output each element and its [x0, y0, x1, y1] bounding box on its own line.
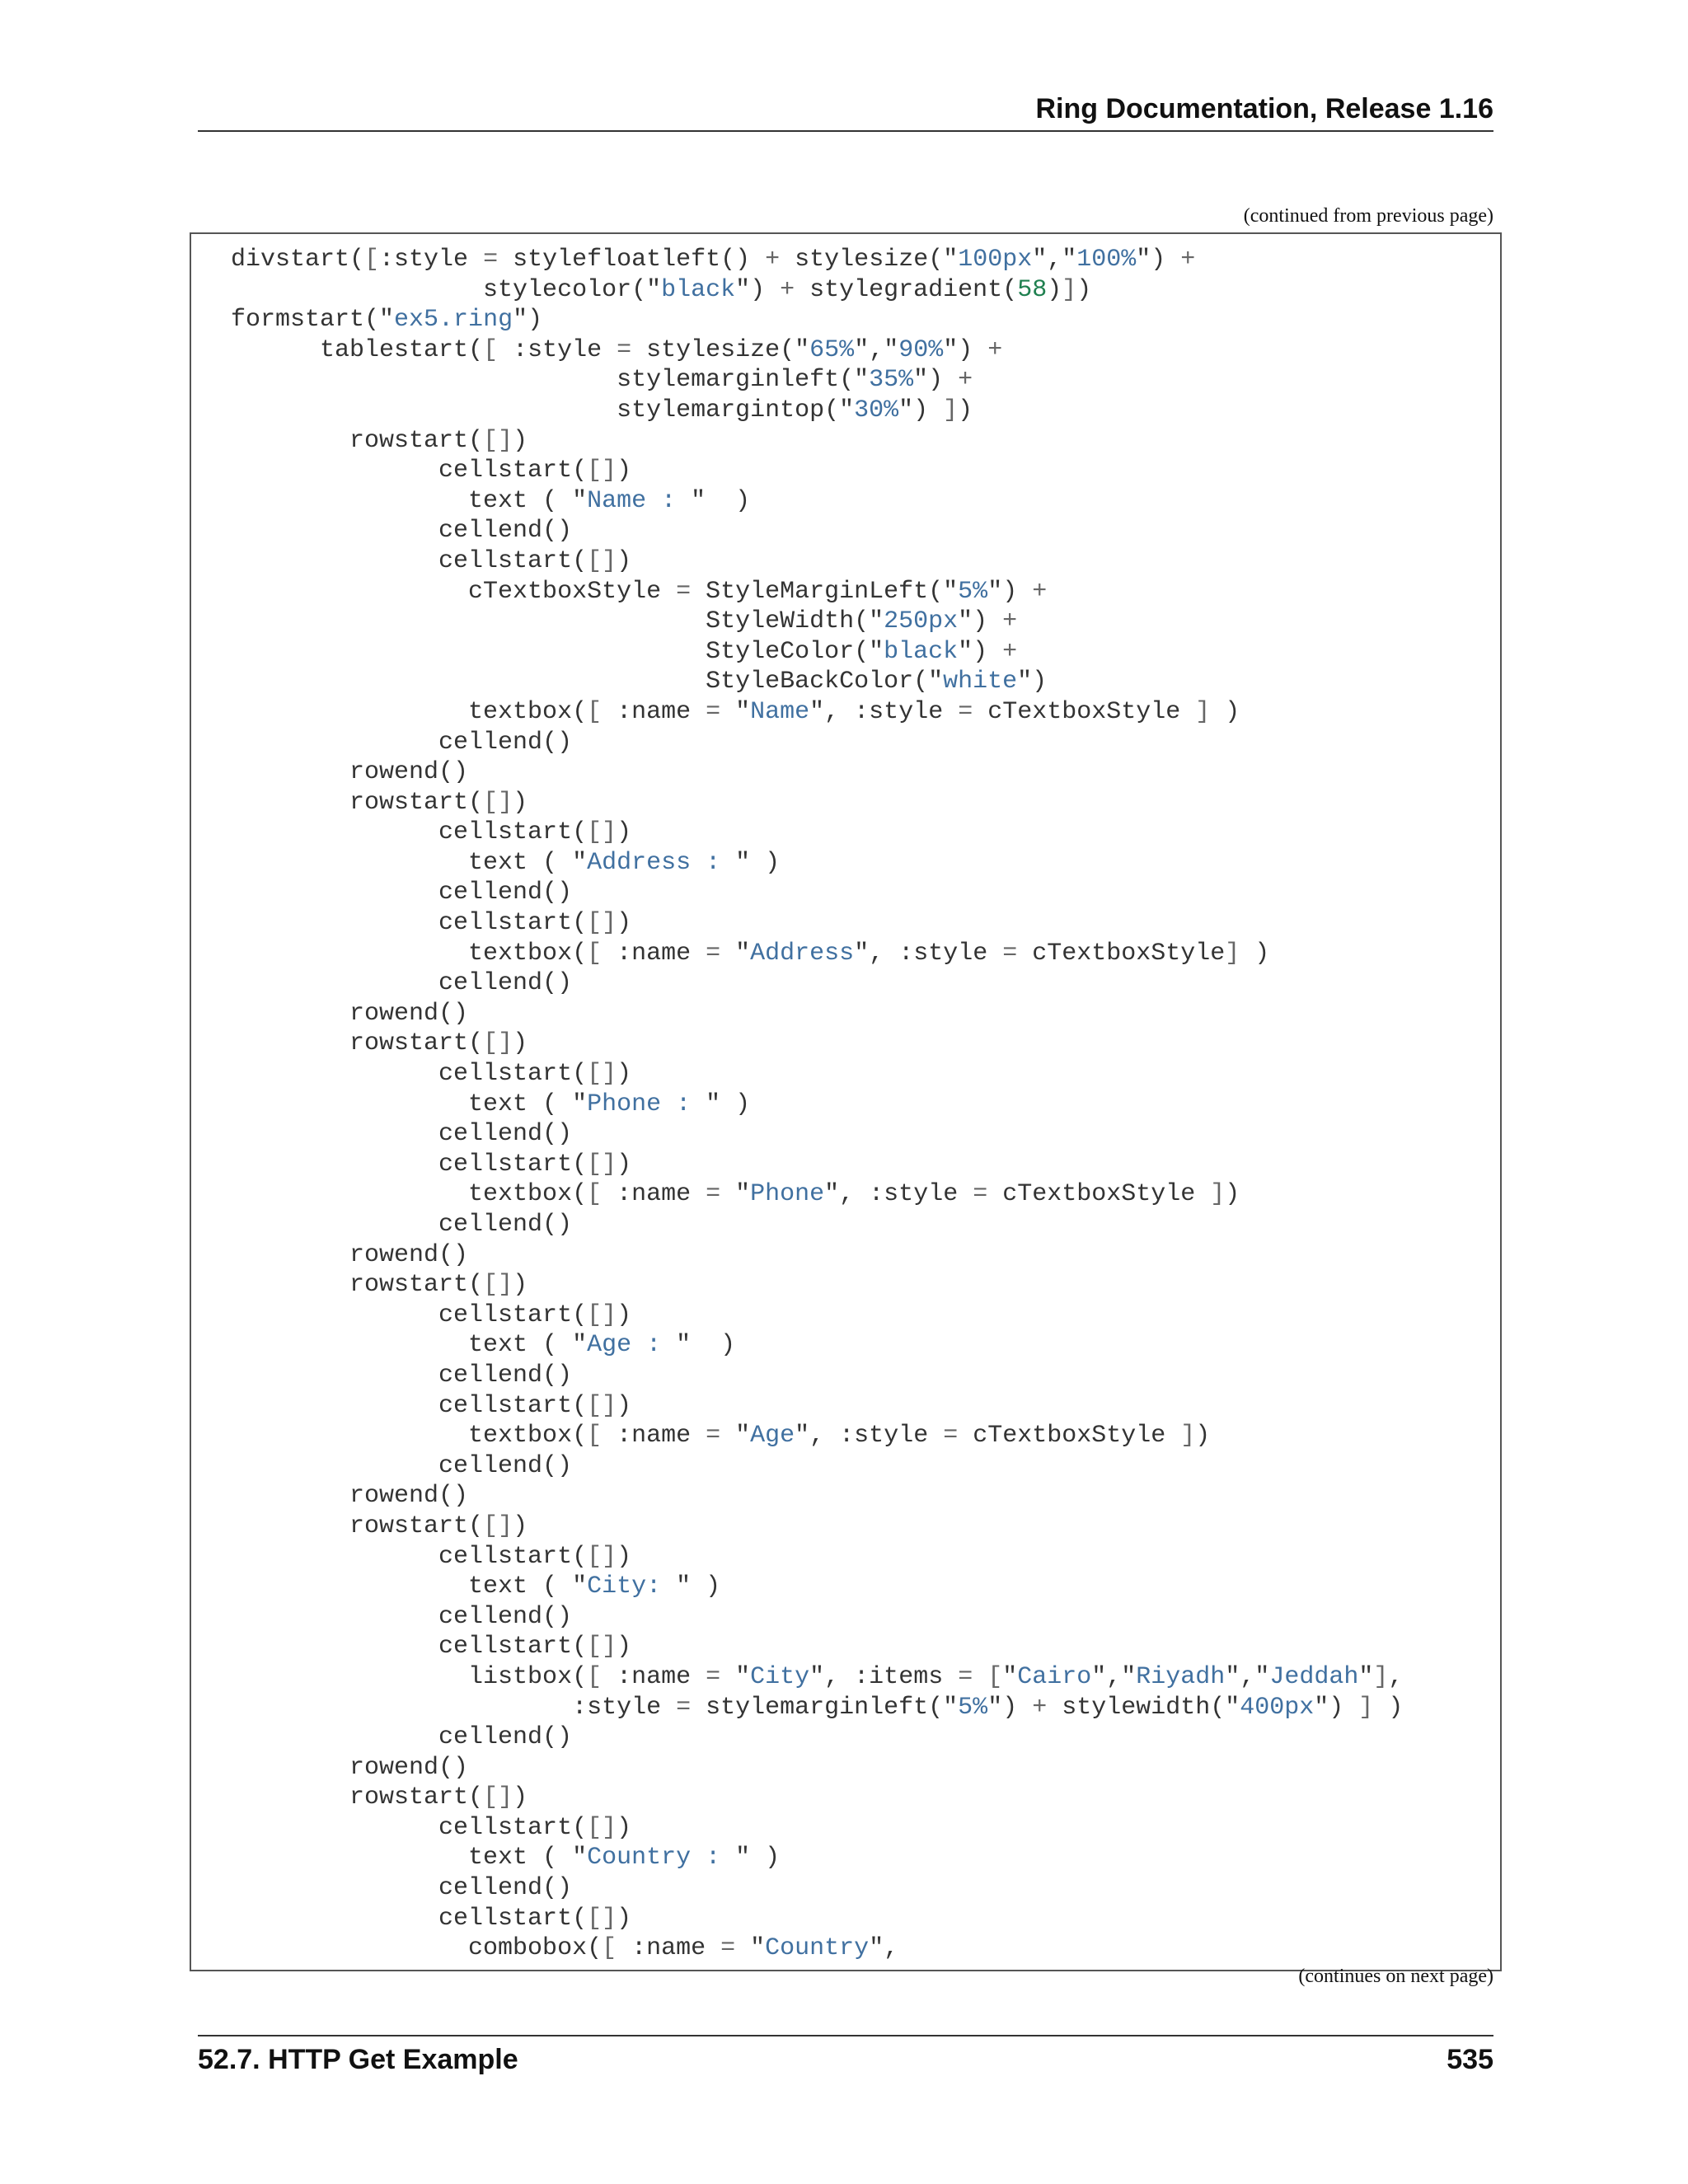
code-line: textbox([ :name = "Phone", :style = cTextboxStyle ]): [231, 1180, 1240, 1209]
code-line: text ( "Address : " ): [231, 848, 781, 877]
code-line: cellstart([]): [231, 1633, 632, 1661]
code-line: :style = stylemarginleft("5%") + stylewidth("400px") ] ): [231, 1693, 1404, 1722]
code-line: rowend(): [231, 758, 469, 787]
code-line: cellstart([]): [231, 1150, 632, 1179]
code-line: cellstart([]): [231, 909, 632, 938]
code-line: formstart("ex5.ring"): [231, 306, 543, 335]
code-line: cellstart([]): [231, 1542, 632, 1571]
code-line: cellstart([]): [231, 1301, 632, 1329]
code-line: rowend(): [231, 1482, 469, 1511]
code-line: StyleWidth("250px") +: [231, 607, 1018, 636]
code-listing: [231, 245, 1403, 1964]
code-line: text ( "Country : " ): [231, 1844, 781, 1872]
code-line: cellstart([]): [231, 1060, 632, 1089]
code-line: textbox([ :name = "Age", :style = cTextboxStyle ]): [231, 1422, 1211, 1451]
code-line: cellstart([]): [231, 1904, 632, 1933]
code-line: StyleBackColor("white"): [231, 668, 1048, 696]
continues-on-note: (continues on next page): [1298, 1966, 1493, 1987]
code-line: divstart([:style = stylefloatleft() + stylesize("100px","100%") +: [231, 246, 1196, 274]
code-line: rowstart([]): [231, 1511, 528, 1540]
code-line: cellend(): [231, 1120, 573, 1149]
code-line: cellstart([]): [231, 546, 632, 575]
code-line: cellend(): [231, 728, 573, 757]
code-line: rowend(): [231, 1753, 469, 1782]
footer-divider: [198, 2035, 1493, 2036]
code-line: cellend(): [231, 1451, 573, 1480]
code-line: rowstart([]): [231, 1783, 528, 1812]
code-line: rowstart([]): [231, 1271, 528, 1300]
code-line: cellend(): [231, 1211, 573, 1239]
code-line: cellstart([]): [231, 457, 632, 485]
code-line: text ( "Age : " ): [231, 1331, 736, 1360]
code-line: cellend(): [231, 1723, 573, 1752]
code-line: text ( "Name : " ): [231, 486, 751, 515]
header-divider: [198, 130, 1493, 132]
code-line: StyleColor("black") +: [231, 637, 1018, 666]
code-line: listbox([ :name = "City", :items = ["Cairo","Riyadh","Jeddah"],: [231, 1662, 1404, 1691]
code-line: text ( "City: " ): [231, 1572, 721, 1601]
code-line: tablestart([ :style = stylesize("65%","90%") +: [231, 335, 1003, 364]
code-line: textbox([ :name = "Name", :style = cTextboxStyle ] ): [231, 697, 1240, 726]
code-line: cellend(): [231, 879, 573, 907]
code-line: stylemargintop("30%") ]): [231, 396, 973, 424]
code-line: rowstart([]): [231, 1029, 528, 1058]
code-line: cellstart([]): [231, 818, 632, 847]
code-line: combobox([ :name = "Country",: [231, 1934, 899, 1963]
code-line: cellstart([]): [231, 1391, 632, 1420]
code-line: rowstart([]): [231, 788, 528, 817]
code-block: [190, 232, 1502, 1971]
page-number: 535: [1447, 2044, 1493, 2075]
code-line: rowend(): [231, 1240, 469, 1269]
code-line: stylemarginleft("35%") +: [231, 366, 973, 395]
continued-from-note: (continued from previous page): [1243, 205, 1493, 227]
code-line: cellend(): [231, 969, 573, 998]
code-line: rowstart([]): [231, 426, 528, 455]
code-line: cTextboxStyle = StyleMarginLeft("5%") +: [231, 577, 1048, 606]
code-line: cellend(): [231, 1361, 573, 1390]
code-line: stylecolor("black") + stylegradient(58)]): [231, 275, 1092, 304]
code-line: textbox([ :name = "Address", :style = cTextboxStyle] ): [231, 939, 1270, 968]
code-line: cellend(): [231, 517, 573, 546]
footer-section-title: 52.7. HTTP Get Example: [198, 2044, 518, 2075]
code-line: cellend(): [231, 1874, 573, 1903]
code-line: text ( "Phone : " ): [231, 1090, 751, 1118]
code-line: cellstart([]): [231, 1813, 632, 1842]
page-header-title: Ring Documentation, Release 1.16: [1035, 93, 1493, 124]
code-line: cellend(): [231, 1602, 573, 1631]
code-line: rowend(): [231, 999, 469, 1028]
